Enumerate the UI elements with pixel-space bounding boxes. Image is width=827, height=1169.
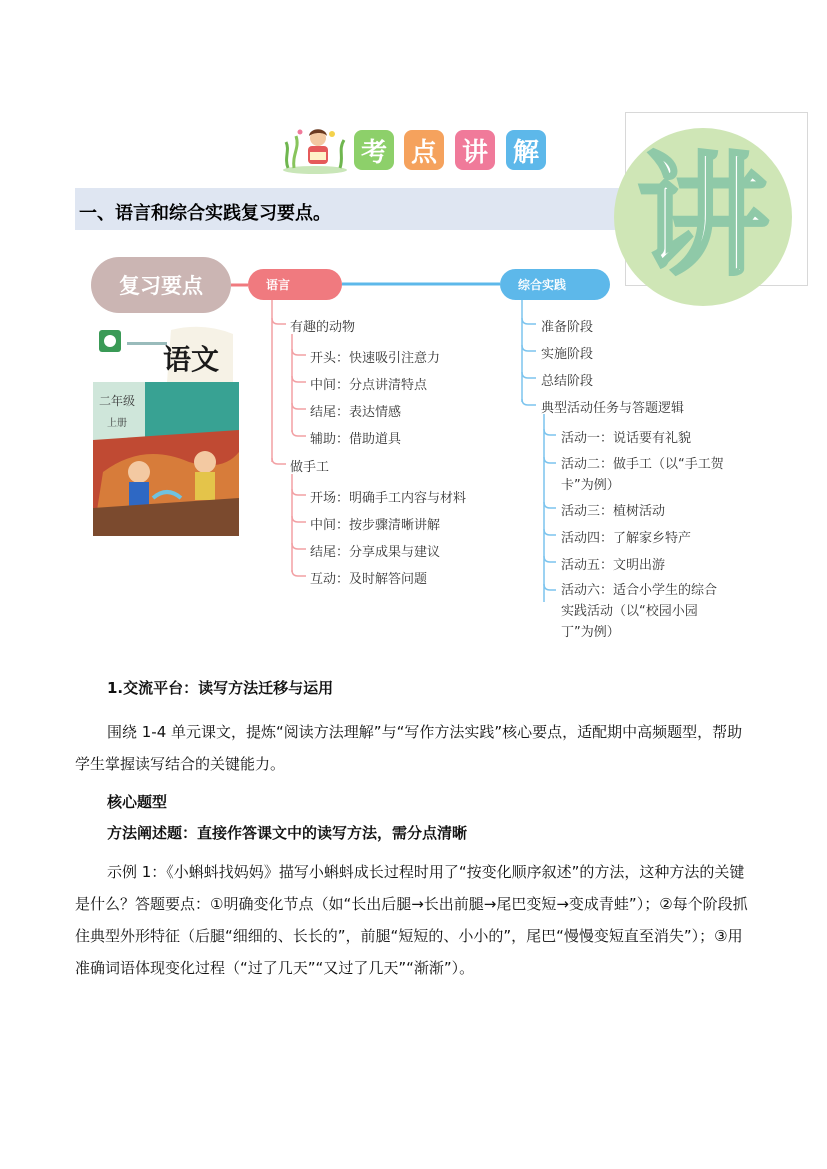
example-paragraph: 示例 1：《小蝌蚪找妈妈》描写小蝌蚪成长过程时用了“按变化顺序叙述”的方法，这种方法的关键是什么？答题要点：①明确变化节点（如“长出后腿→长出前腿→尾巴变短→变成青蛙”）；②每个阶段抓住典型外形特征（后腿“细细的、长长的”，前腿“短短的、小小的”，尾巴“慢慢变短直至消失”）；③用准确词语体现变化过程（“过了几天”“又过了几天”“渐渐”）。: [75, 863, 748, 977]
language-item: 结尾：表达情感: [310, 405, 402, 420]
language-item: 中间：分点讲清特点: [310, 378, 428, 393]
language-item: 辅助：借助道具: [310, 432, 402, 447]
practice-activity: 活动六：适合小学生的综合实践活动（以“校园小园丁”为例）: [561, 583, 718, 640]
header-char-3: 讲: [455, 130, 495, 170]
language-item: 结尾：分享成果与建议: [310, 545, 441, 560]
practice-activity: 活动一：说话要有礼貌: [561, 431, 692, 446]
language-item: 开场：明确手工内容与材料: [310, 491, 467, 506]
branch-practice-label: 综合实践: [518, 278, 567, 292]
practice-stage: 典型活动任务与答题逻辑: [541, 401, 685, 416]
practice-stage: 准备阶段: [541, 320, 594, 335]
textbook-cover: [93, 322, 239, 536]
intro-paragraph: 围绕 1-4 单元课文，提炼“阅读方法理解”与“写作方法实践”核心要点，适配期中高频题型，帮助学生掌握读写结合的关键能力。: [75, 723, 743, 773]
header-char-4: 解: [506, 130, 546, 170]
branch-language-label: 语言: [266, 278, 291, 292]
language-item: 中间：按步骤清晰讲解: [310, 518, 441, 533]
language-item: 开头：快速吸引注意力: [310, 351, 441, 366]
branch-practice: [500, 269, 610, 300]
practice-activity: 活动三：植树活动: [561, 504, 666, 519]
header-char-2: 点: [404, 130, 444, 170]
practice-stage: 实施阶段: [541, 347, 594, 362]
corner-character: 讲: [637, 140, 769, 294]
language-group-animals: 有趣的动物: [290, 320, 356, 335]
header-char-1: 考: [354, 130, 394, 170]
textbook-title: 语文: [163, 343, 220, 376]
language-item: 互动：及时解答问题: [310, 572, 428, 587]
mindmap-root-label: 复习要点: [119, 274, 203, 298]
core-question-type-heading: 核心题型: [107, 793, 168, 811]
method-question-heading: 方法阐述题：直接作答课文中的读写方法，需分点清晰: [107, 824, 468, 842]
language-group-handcraft: 做手工: [290, 460, 330, 475]
textbook-grade: 二年级: [99, 394, 136, 408]
branch-language: [248, 269, 342, 300]
subheading-exchange-platform: 1.交流平台：读写方法迁移与运用: [107, 679, 334, 697]
textbook-volume: 上册: [107, 418, 127, 429]
practice-activity: 活动四：了解家乡特产: [561, 531, 692, 546]
section-title: 一、语言和综合实践复习要点。: [79, 203, 331, 224]
practice-activity: 活动二：做手工（以“手工贺卡”为例）: [561, 457, 724, 493]
practice-stage: 总结阶段: [541, 374, 594, 389]
practice-activity: 活动五：文明出游: [561, 558, 666, 573]
